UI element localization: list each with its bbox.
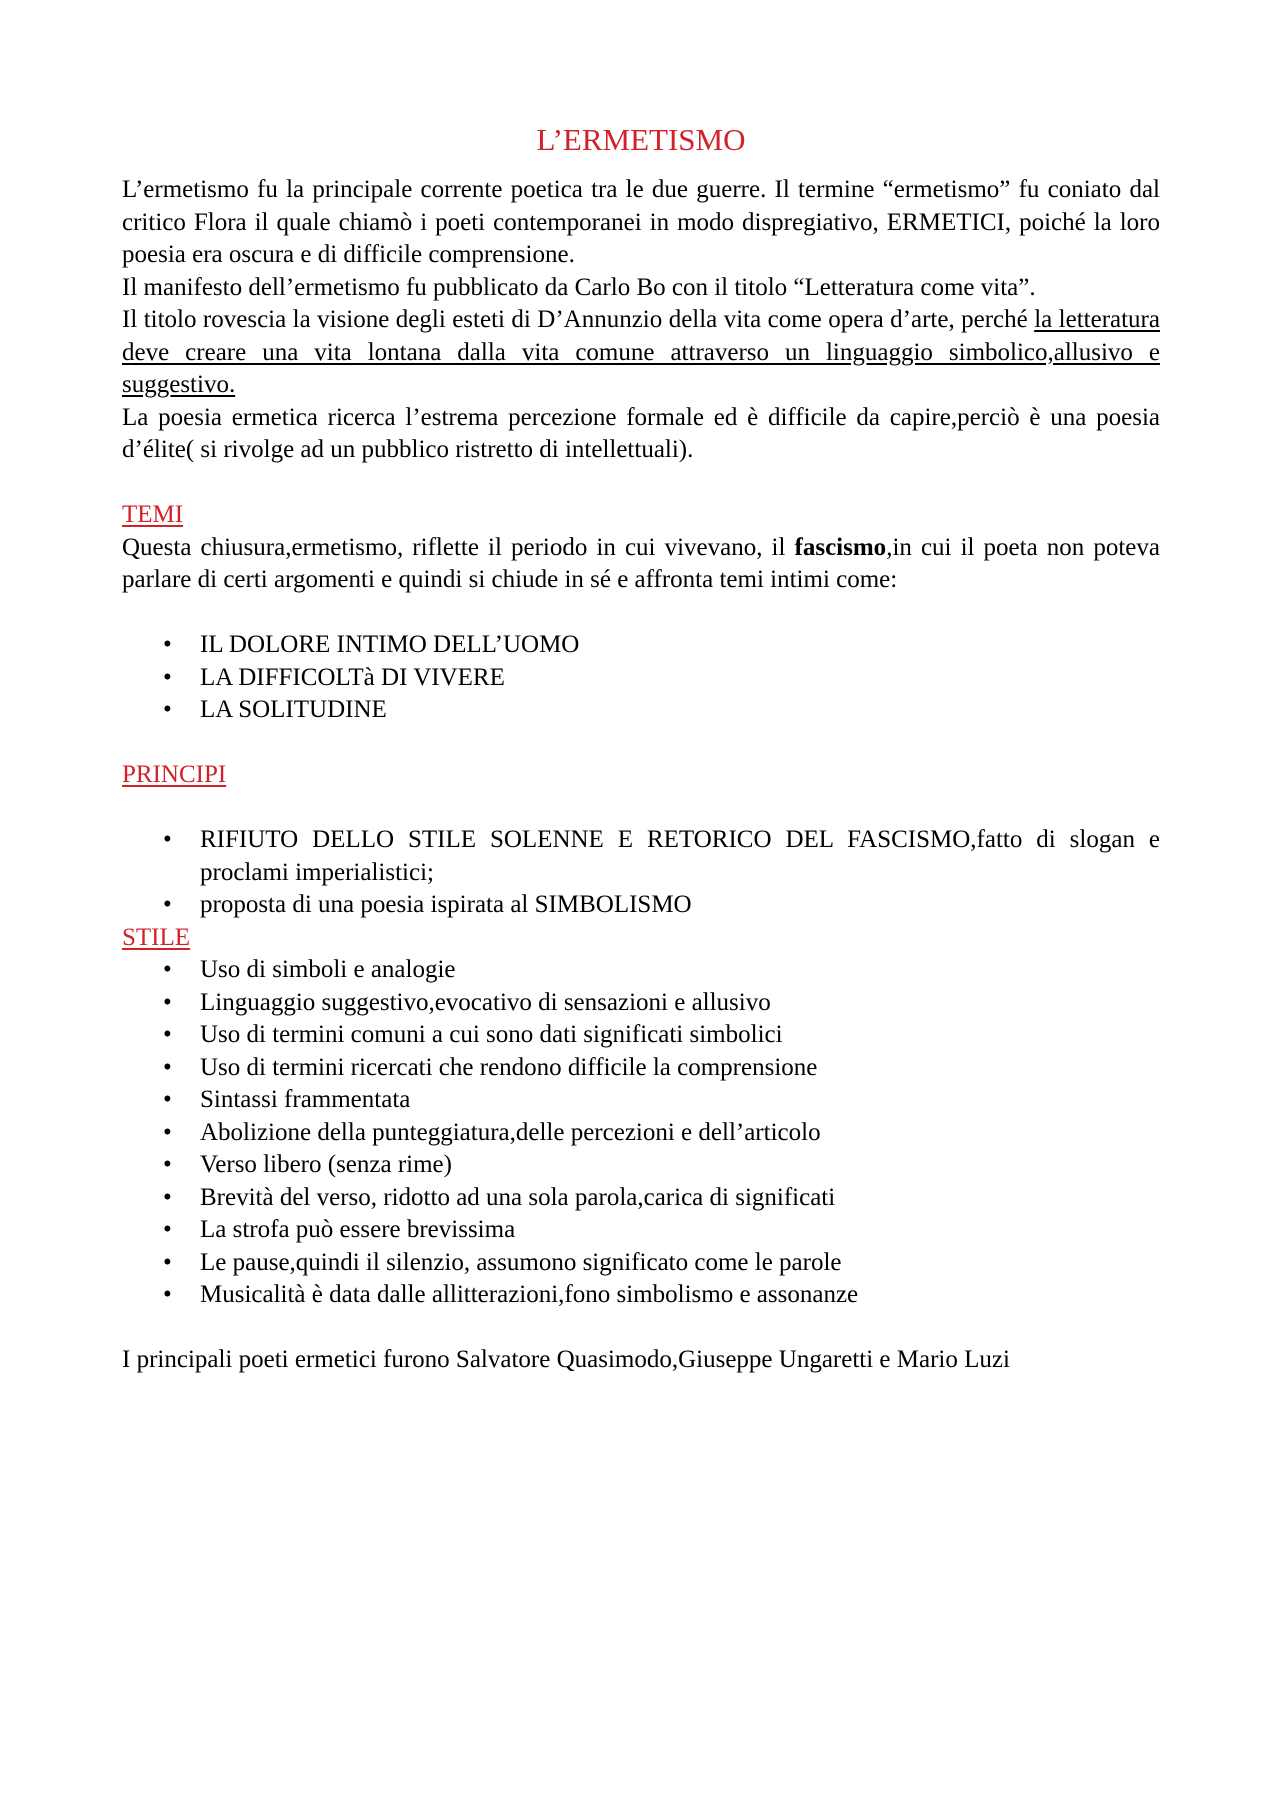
list-item (122, 1117, 1160, 1150)
bullet-icon: • (163, 826, 172, 853)
bullet-icon: • (163, 1248, 172, 1276)
document-title: L’ERMETISMO (536, 122, 746, 157)
bullet-icon: • (163, 1183, 172, 1211)
list-item (122, 629, 1160, 662)
list-item (122, 662, 1160, 695)
intro-paragraph-2: Il manifesto dell’ermetismo fu pubblicato da Carlo Bo con il titolo “Letteratura come vita”. (122, 273, 1036, 301)
bullet-icon: • (163, 1053, 172, 1081)
list-item (122, 987, 1160, 1020)
list-item (122, 1247, 1160, 1280)
list-item (122, 694, 1160, 727)
list-item (122, 1214, 1160, 1247)
list-item-text: La strofa può essere brevissima (200, 1216, 516, 1243)
bullet-icon: • (163, 1021, 172, 1048)
temi-text-bold: fascismo (794, 533, 887, 561)
list-item-text: Verso libero (senza rime) (200, 1151, 452, 1178)
list-item-text: LA DIFFICOLTà DI VIVERE (200, 663, 505, 691)
bullet-icon: • (163, 631, 172, 658)
closing-paragraph: I principali poeti ermetici furono Salvatore Quasimodo,Giuseppe Ungaretti e Mario Luzi (122, 1346, 1010, 1373)
list-item-text: Uso di termini comuni a cui sono dati significati simbolici (200, 1021, 783, 1048)
principi-heading: PRINCIPI (122, 761, 227, 788)
list-item (122, 1052, 1160, 1085)
bullet-icon: • (163, 956, 172, 983)
bullet-icon: • (163, 1281, 172, 1308)
bullet-icon: • (163, 696, 172, 723)
intro-paragraph-3 (122, 304, 1160, 402)
bullet-icon: • (163, 663, 172, 691)
list-item-text: LA SOLITUDINE (200, 696, 387, 723)
list-item-text: Le pause,quindi il silenzio, assumono significato come le parole (200, 1248, 842, 1276)
list-item-text: IL DOLORE INTIMO DELL’UOMO (200, 631, 580, 658)
bullet-icon: • (163, 891, 172, 918)
list-item (122, 1182, 1160, 1215)
intro-paragraph-4: La poesia ermetica ricerca l’estrema percezione formale ed è difficile da capire,perciò è una poesia d’élite( si rivolge ad un pubblico ristretto di intellettuali). (122, 403, 1160, 463)
bullet-icon: • (163, 1086, 172, 1113)
temi-heading: TEMI (122, 501, 184, 528)
bullet-icon: • (163, 1151, 172, 1178)
temi-text-after: ,in cui il poeta non poteva parlare di certi argomenti e quindi si chiude in sé e affronta temi intimi come: (122, 533, 1161, 593)
list-item-text: proposta di una poesia ispirata al SIMBOLISMO (200, 891, 692, 918)
intro-paragraph-3-underlined: la letteratura deve creare una vita lontana dalla vita comune attraverso un linguaggio simbolico,allusivo e suggestivo. (122, 306, 1160, 398)
list-item (122, 1149, 1160, 1182)
list-item-text: Uso di simboli e analogie (200, 956, 456, 983)
list-item (122, 1279, 1160, 1312)
list-item (122, 824, 1160, 889)
list-item-text: Sintassi frammentata (200, 1086, 411, 1113)
intro-paragraph-3-start: Il titolo rovescia la visione degli esteti di D’Annunzio della vita come opera d’arte, perché (122, 306, 1035, 333)
principi-list (122, 824, 1160, 922)
stile-list (122, 954, 1160, 1312)
document-page (122, 120, 1160, 1377)
bullet-icon: • (163, 988, 172, 1016)
temi-text-before: Questa chiusura,ermetismo, riflette il periodo in cui vivevano, il (122, 533, 795, 561)
list-item-text: Abolizione della punteggiatura,delle percezioni e dell’articolo (200, 1118, 821, 1146)
list-item (122, 1019, 1160, 1052)
list-item-text: Musicalità è data dalle allitterazioni,fono simbolismo e assonanze (200, 1281, 859, 1308)
list-item (122, 889, 1160, 922)
list-item (122, 954, 1160, 987)
list-item-text: Uso di termini ricercati che rendono difficile la comprensione (200, 1053, 818, 1081)
intro-paragraph-1: L’ermetismo fu la principale corrente poetica tra le due guerre. Il termine “ermetismo” fu coniato dal critico Flora il quale chiamò i poeti contemporanei in modo dispregiativo, ERMETICI, poiché la loro poesia era oscura e di difficile comprensione. (122, 176, 1160, 268)
list-item (122, 1084, 1160, 1117)
stile-heading: STILE (122, 923, 191, 951)
bullet-icon: • (163, 1118, 172, 1146)
list-item-text: Linguaggio suggestivo,evocativo di sensazioni e allusivo (200, 988, 771, 1016)
list-item-text: Brevità del verso, ridotto ad una sola parola,carica di significati (200, 1183, 836, 1211)
bullet-icon: • (163, 1216, 172, 1243)
temi-list (122, 629, 1160, 727)
list-item-text: RIFIUTO DELLO STILE SOLENNE E RETORICO DEL FASCISMO,fatto di slogan e proclami imperialistici; (200, 826, 1160, 886)
temi-paragraph (122, 532, 1160, 597)
